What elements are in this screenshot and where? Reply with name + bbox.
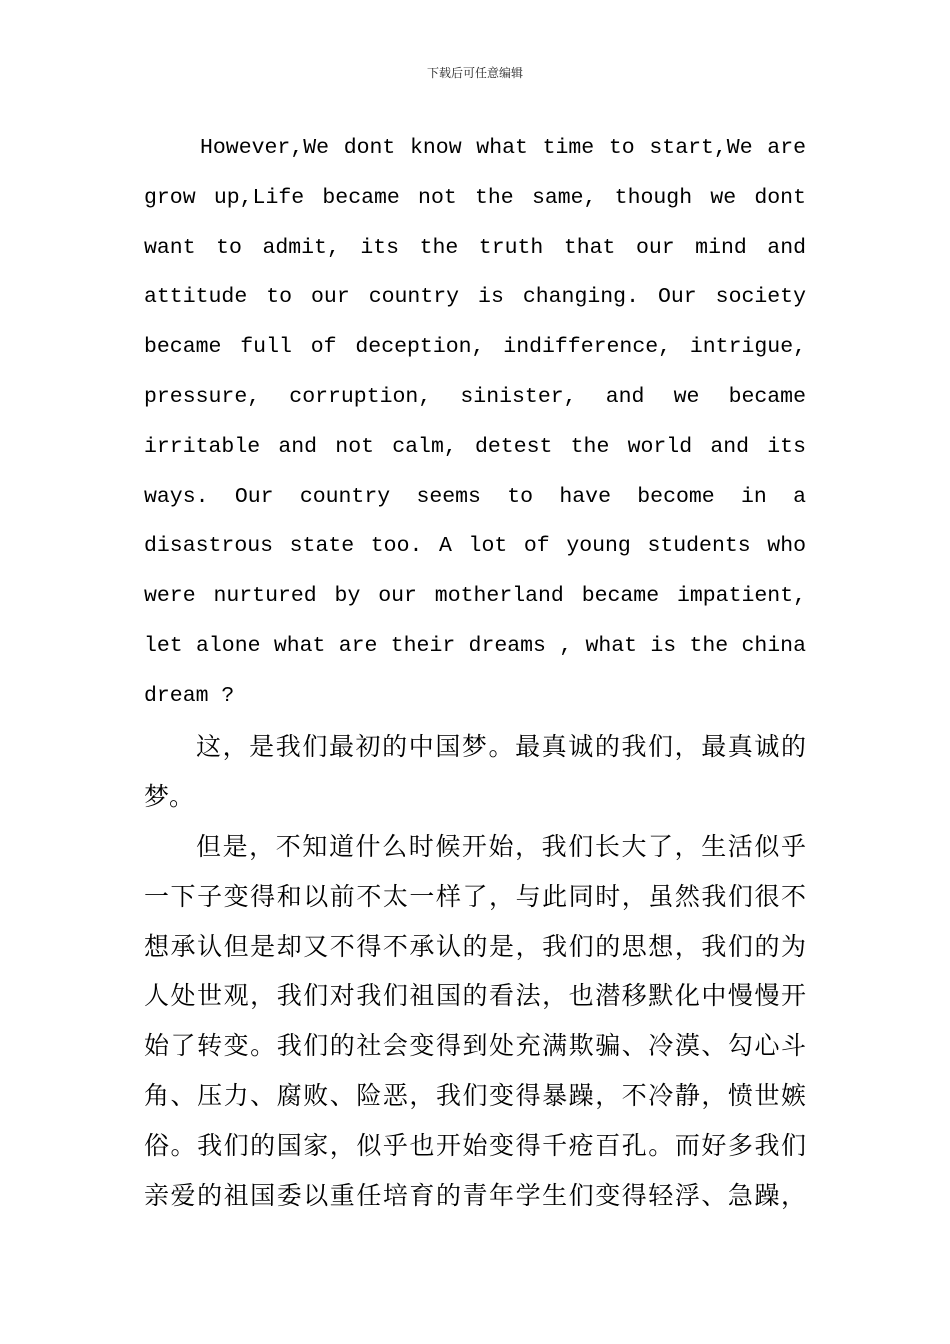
paragraph-line: 俗。我们的国家，似乎也开始变得千疮百孔。而好多我们 [144, 1130, 806, 1160]
paragraph-line: 但是，不知道什么时候开始，我们长大了，生活似乎 [196, 832, 806, 861]
paragraph-line: disastrous state too. A lot of young students who [144, 534, 806, 559]
chinese-paragraph-2 [144, 822, 806, 1220]
paragraph-line: 这，是我们最初的中国梦。最真诚的我们，最真诚的 [196, 732, 806, 761]
paragraph-line: 始了转变。我们的社会变得到处充满欺骗、冷漠、勾心斗 [144, 1031, 806, 1061]
paragraph-line: became full of deception, indifference, intrigue, [144, 335, 806, 360]
paragraph-line: pressure, corruption, sinister, and we became [144, 384, 806, 409]
paragraph-line: 梦。 [144, 781, 195, 811]
paragraph-line: 人处世观，我们对我们祖国的看法，也潜移默化中慢慢开 [144, 981, 806, 1011]
paragraph-line: 角、压力、腐败、险恶，我们变得暴躁，不冷静，愤世嫉 [144, 1080, 806, 1110]
paragraph-line: attitude to our country is changing. Our society [144, 285, 806, 310]
paragraph-line: ways. Our country seems to have become in a [144, 484, 806, 509]
paragraph-line: 一下子变得和以前不太一样了，与此同时，虽然我们很不 [144, 881, 806, 911]
english-paragraph [144, 124, 806, 722]
paragraph-line: 想承认但是却又不得不承认的是，我们的思想，我们的为 [144, 931, 806, 961]
page-header: 下载后可任意编辑 [426, 66, 523, 80]
paragraph-line: grow up,Life became not the same, though we dont [144, 185, 806, 210]
paragraph-line: want to admit, its the truth that our mind and [144, 235, 806, 260]
paragraph-line: let alone what are their dreams , what is the china [144, 633, 806, 658]
paragraph-line: dream ? [144, 683, 235, 708]
paragraph-line: 亲爱的祖国委以重任培育的青年学生们变得轻浮、急躁， [144, 1180, 806, 1210]
paragraph-line: were nurtured by our motherland became impatient, [144, 584, 806, 609]
paragraph-line: However,We dont know what time to start,We are [200, 136, 806, 160]
chinese-paragraph-1 [144, 722, 806, 822]
paragraph-line: irritable and not calm, detest the world and its [144, 434, 806, 459]
